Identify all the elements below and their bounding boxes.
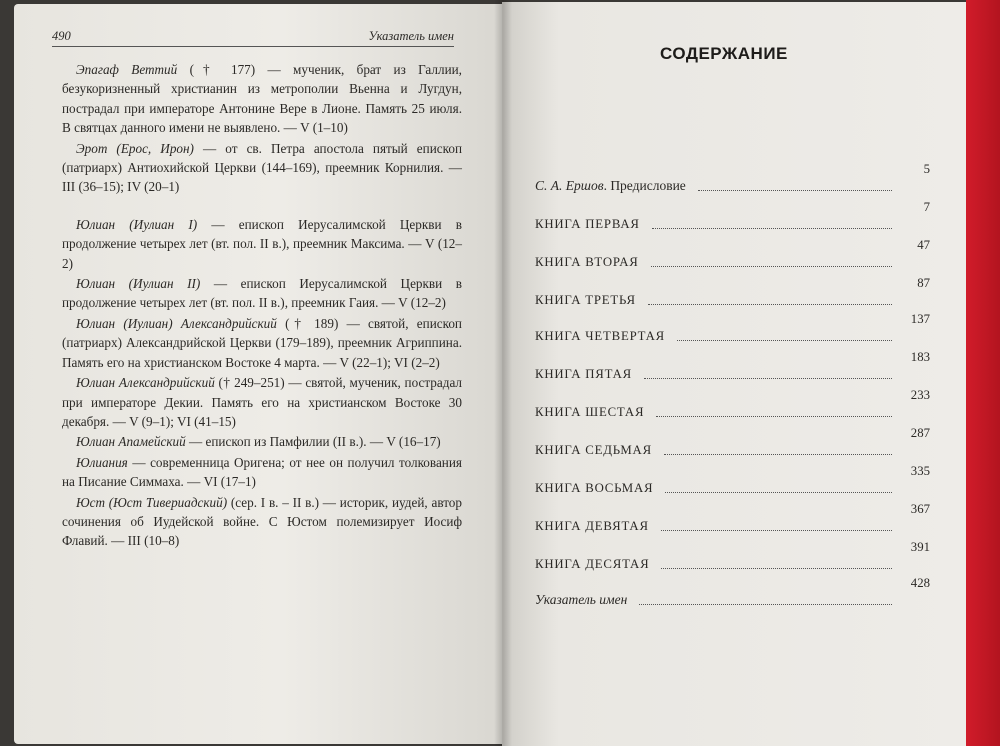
toc-leader-dots [661,568,892,569]
toc-entry-label: КНИГА ПЕРВАЯ [535,217,640,231]
toc-entry[interactable] [535,388,930,420]
toc-page-number: 5 [923,162,930,176]
toc-page-number: 233 [910,388,930,402]
index-entry-text: (сер. I в. – II в.) — историк, иудей, автор сочинения об Иудейской войне. С Юстом полемизирует Иосиф Флавий. — III (10–8) [62,494,462,549]
index-entry-name: Юлиан Александрийский [76,375,215,391]
toc-entry-label: КНИГА ШЕСТАЯ [535,405,645,419]
toc-title: СОДЕРЖАНИЕ [660,44,788,63]
index-entry-text: — епископ Иерусалимской Церкви в продолжение четырех лет (вт. пол. II в.), преемник Максима. — V (12–2) [62,216,462,271]
toc-entry[interactable] [535,312,930,344]
index-entry-name: Юлиан (Иулиан II) [76,276,201,292]
toc-page-number: 335 [910,464,930,478]
toc-page-number: 7 [923,200,930,214]
toc-page-number: 367 [910,502,930,516]
index-entry-text: — современница Оригена; от нее он получил толкования на Писание Симмаха. — VI (17–1) [62,454,462,490]
toc-entry[interactable] [535,162,930,194]
toc-entry-label: КНИГА СЕДЬМАЯ [535,443,652,457]
toc-leader-dots [661,530,892,531]
index-entry [62,274,462,313]
toc-entry[interactable] [535,576,930,608]
index-entry-name: Эпагаф Веттий [76,62,178,77]
index-entry [62,453,462,492]
toc-page-number: 391 [910,540,930,554]
toc-page-number: 47 [917,238,930,252]
toc-leader-dots [677,340,892,341]
toc-entry-label: КНИГА ДЕСЯТАЯ [535,557,650,571]
index-entry-text: († 249–251) — святой, мученик, пострадал при императоре Декии. Память его на христианском Востоке 30 декабря. — V (9–1); VI (41–15) [62,375,463,429]
running-title: Указатель имен [368,29,454,43]
toc-page-number: 87 [917,276,930,290]
toc-entry-label: КНИГА ДЕВЯТАЯ [535,519,649,533]
book-cover-edge [966,0,1000,746]
toc-leader-dots [698,190,892,191]
index-entry-name: Юлиан (Иулиан) Александрийский [76,315,277,331]
index-entry [62,432,462,451]
index-entry-text: († 189) — святой, епископ (патриарх) Александрийской Церкви (179–189), преемник Агриппина. Память его на христианском Востоке 4 марта. — V (22–1); VI (2–2) [62,315,462,370]
toc-entry-label [535,178,686,194]
index-entry-name: Юст (Юст Тивериадский) [76,494,228,510]
index-entry [62,215,462,273]
index-entry [62,60,462,138]
toc-entry[interactable] [535,276,930,308]
toc-author: С. А. Ершов [535,178,604,193]
page-number: 490 [52,29,71,43]
index-entry-name: Эрот (Ерос, Ирон) [76,140,194,156]
index-entry [62,493,462,551]
toc-leader-dots [652,228,892,229]
toc-entry[interactable] [535,238,930,270]
toc-entry-label: КНИГА ТРЕТЬЯ [535,293,636,307]
toc-entry[interactable] [535,350,930,382]
toc-leader-dots [644,378,892,379]
toc-page-number: 287 [910,426,930,440]
index-entry-text: — епископ Иерусалимской Церкви в продолжение четырех лет (вт. пол. II в.), преемник Гаия. — V (12–2) [62,276,462,311]
toc-entry-label: КНИГА ЧЕТВЕРТАЯ [535,329,665,343]
toc-leader-dots [656,416,892,417]
index-entry-text: — епископ из Памфилии (II в.). — V (16–17) [185,434,441,450]
index-entry-name: Юлиания [76,454,128,470]
toc-entry[interactable] [535,200,930,232]
toc-leader-dots [639,604,892,605]
book-gutter [494,0,512,746]
index-entry [62,373,462,431]
toc-leader-dots [651,266,892,267]
toc-entry-title: . Предисловие [603,178,686,193]
index-entry-text: († 177) — мученик, брат из Галлии, безукоризненный христианин из метрополии Вьенна и Лугдун, пострадал при императоре Антонине Вере в Лионе. Память 25 июля. В святцах данного имени не выявлено. — V (1–10) [62,62,462,136]
toc-entry[interactable] [535,426,930,458]
toc-leader-dots [664,454,892,455]
toc-page-number: 137 [910,312,930,326]
toc-entry-label: Указатель имен [535,592,628,607]
toc-entry[interactable] [535,540,930,572]
index-entry-name: Юлиан Апамейский [76,434,186,450]
running-head [52,26,454,47]
toc-page-number: 428 [910,576,930,590]
toc-entry-label: КНИГА ВТОРАЯ [535,255,639,269]
toc-entry-label: КНИГА ВОСЬМАЯ [535,481,654,495]
toc-entry[interactable] [535,502,930,534]
toc-leader-dots [648,304,892,305]
toc-page-number: 183 [910,350,930,364]
index-entry-name: Юлиан (Иулиан I) [76,216,198,232]
toc-entry-label: КНИГА ПЯТАЯ [535,367,632,381]
name-index-entries [62,60,462,552]
index-entry [62,139,462,197]
toc-leader-dots [665,492,892,493]
index-entry-text: — от св. Петра апостола пятый епископ (патриарх) Антиохийской Церкви (144–169), преемник Корнилия. — III (36–15); IV (20–1) [62,140,462,195]
toc-entry[interactable] [535,464,930,496]
index-entry [62,314,462,372]
